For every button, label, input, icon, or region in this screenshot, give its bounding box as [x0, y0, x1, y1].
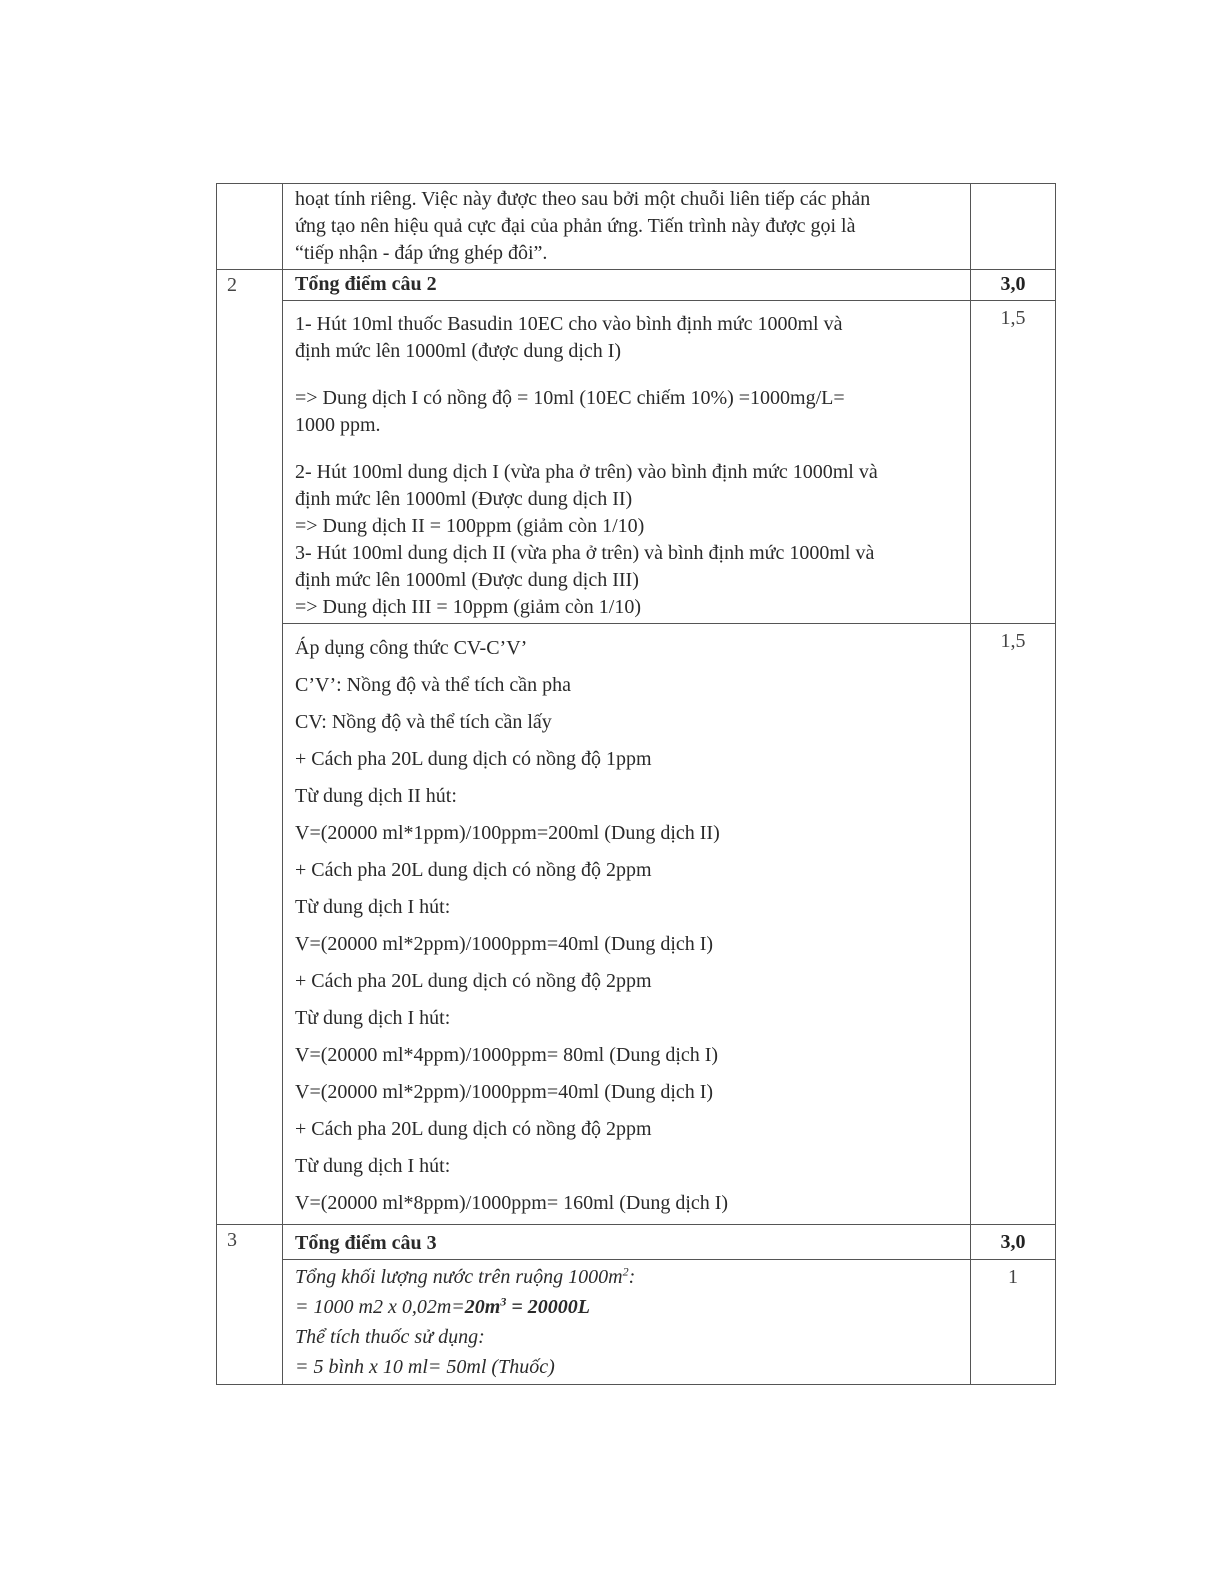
q2-total-row — [217, 270, 1056, 301]
q2-part1-line: 2- Hút 100ml dung dịch I (vừa pha ở trên) vào bình định mức 1000ml và — [295, 461, 878, 483]
intro-line: ứng tạo nên hiệu quả cực đại của phản ứng. Tiến trình này được gọi là — [295, 215, 856, 237]
intro-line: “tiếp nhận - đáp ứng ghép đôi”. — [295, 242, 548, 264]
q2-part2-line: V=(20000 ml*1ppm)/100ppm=200ml (Dung dịch II) — [295, 822, 720, 844]
q2-part2-line: Áp dụng công thức CV-C’V’ — [295, 637, 528, 659]
q2-part1-score: 1,5 — [971, 301, 1056, 624]
q2-part1-row — [217, 301, 1056, 624]
q2-part2-line: CV: Nồng độ và thể tích cần lấy — [295, 711, 552, 733]
intro-row — [217, 184, 1056, 270]
q2-number: 2 — [217, 270, 283, 1225]
answer-table — [216, 183, 1056, 1385]
q3-line-total-water: Tổng khối lượng nước trên ruộng $1000m^2$: — [295, 1264, 636, 1288]
q2-part2-line: V=(20000 ml*2ppm)/1000ppm=40ml (Dung dịch I) — [295, 933, 714, 955]
q2-part2-line: + Cách pha 20L dung dịch có nồng độ 1ppm — [295, 748, 652, 770]
q3-line-result: = 5 bình x 10 ml= 50ml (Thuốc) — [295, 1356, 555, 1378]
intro-content — [283, 184, 971, 270]
q2-part2-line: Từ dung dịch II hút: — [295, 785, 457, 807]
q2-part2-content — [283, 624, 971, 1225]
q2-part2-line: Từ dung dịch I hút: — [295, 1155, 451, 1177]
q2-part2-line: + Cách pha 20L dung dịch có nồng độ 2ppm — [295, 1118, 652, 1140]
q2-part1-line: định mức lên 1000ml (Được dung dịch II) — [295, 488, 633, 510]
q2-part1-line: 1- Hút 10ml thuốc Basudin 10EC cho vào bình định mức 1000ml và — [295, 313, 843, 335]
q2-total-score: 3,0 — [971, 270, 1056, 301]
q2-part2-line: Từ dung dịch I hút: — [295, 1007, 451, 1029]
q2-part2-score: 1,5 — [971, 624, 1056, 1225]
intro-number-cell — [217, 184, 283, 270]
q2-part1-content — [283, 301, 971, 624]
q2-total-label: Tổng điểm câu 2 — [283, 270, 971, 301]
q3-total-row — [217, 1225, 1056, 1260]
q2-part1-line: định mức lên 1000ml (Được dung dịch III) — [295, 569, 639, 591]
q3-total-score: 3,0 — [971, 1225, 1056, 1260]
q2-part1-line: 1000 ppm. — [295, 414, 381, 436]
q2-part2-line: + Cách pha 20L dung dịch có nồng độ 2ppm — [295, 970, 652, 992]
q2-part1-line: định mức lên 1000ml (được dung dịch I) — [295, 340, 622, 362]
intro-score-cell — [971, 184, 1056, 270]
q3-number: 3 — [217, 1225, 283, 1385]
q2-part1-line: => Dung dịch I có nồng độ = 10ml (10EC chiếm 10%) =1000mg/L= — [295, 387, 845, 409]
q2-part2-line: V=(20000 ml*4ppm)/1000ppm= 80ml (Dung dịch I) — [295, 1044, 719, 1066]
q3-total-label: Tổng điểm câu 3 — [283, 1225, 971, 1260]
q2-part2-line: V=(20000 ml*2ppm)/1000ppm=40ml (Dung dịch I) — [295, 1081, 714, 1103]
q3-line-calc: = 1000 m2 x $0,02m=20m^3 = 20000L$ — [295, 1294, 590, 1318]
q2-part2-row — [217, 624, 1056, 1225]
q2-part2-line: C’V’: Nồng độ và thể tích cần pha — [295, 674, 572, 696]
q3-part1-content — [283, 1260, 971, 1385]
q3-part1-score: 1 — [971, 1260, 1056, 1385]
q2-part1-line: => Dung dịch III = 10ppm (giảm còn 1/10) — [295, 596, 641, 618]
q2-part1-line: 3- Hút 100ml dung dịch II (vừa pha ở trên) và bình định mức 1000ml và — [295, 542, 875, 564]
q2-part1-line: => Dung dịch II = 100ppm (giảm còn 1/10) — [295, 515, 645, 537]
q3-part1-row — [217, 1260, 1056, 1385]
intro-line: hoạt tính riêng. Việc này được theo sau bởi một chuỗi liên tiếp các phản — [295, 188, 871, 210]
q2-part2-line: Từ dung dịch I hút: — [295, 896, 451, 918]
q3-line-volume: Thể tích thuốc sử dụng: — [295, 1326, 485, 1348]
q2-part2-line: + Cách pha 20L dung dịch có nồng độ 2ppm — [295, 859, 652, 881]
q2-part2-line: V=(20000 ml*8ppm)/1000ppm= 160ml (Dung dịch I) — [295, 1192, 729, 1214]
